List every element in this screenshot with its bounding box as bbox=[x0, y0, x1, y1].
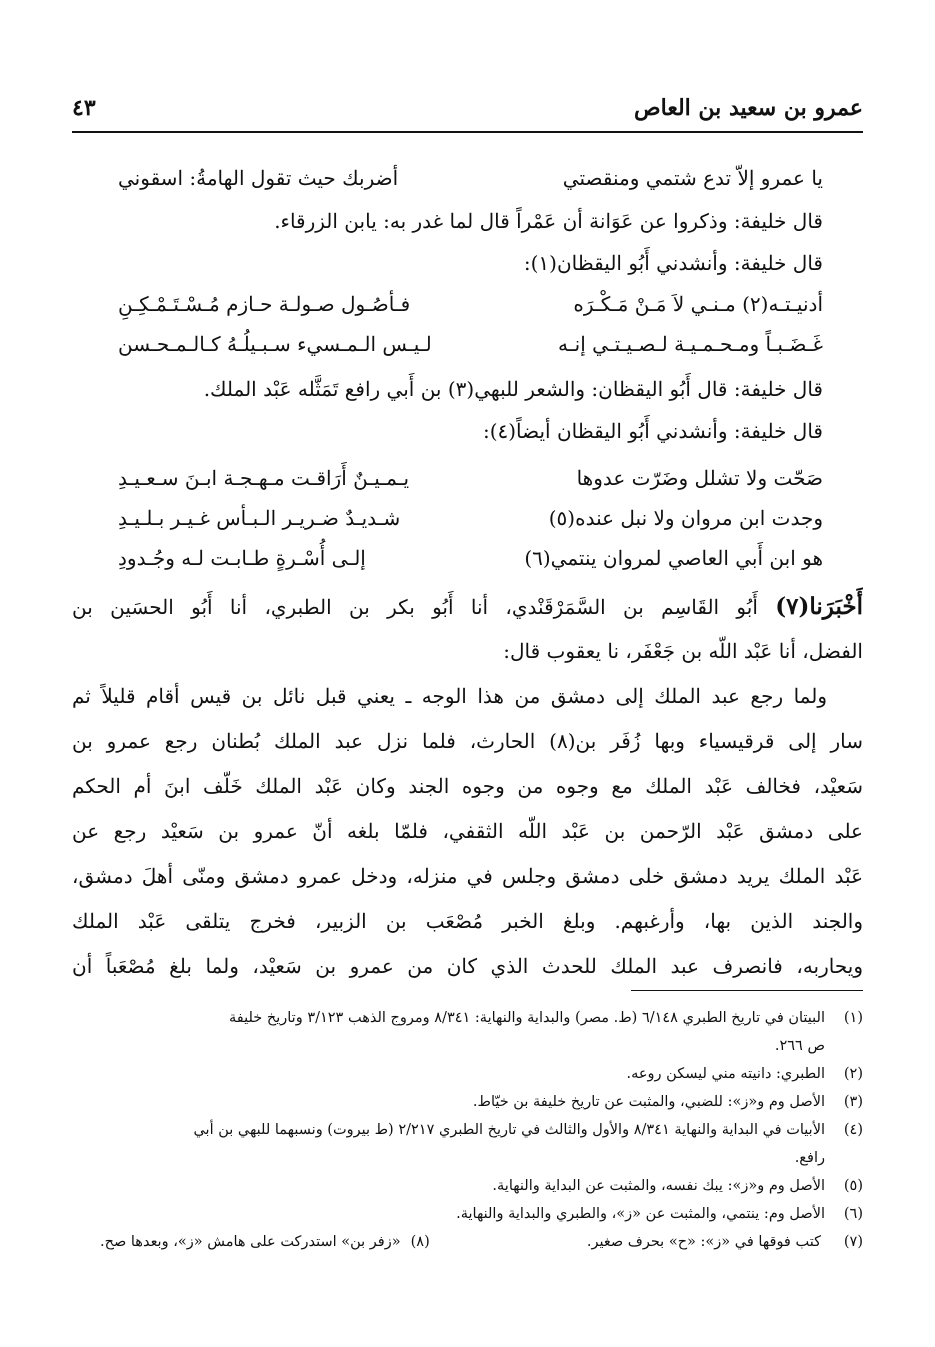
verse bbox=[118, 538, 823, 578]
footnote bbox=[72, 1200, 863, 1228]
verse-second-hemistich: فـأصُـول صـولـة حـازم مُـسْـتَـمْـكِـنِ bbox=[118, 292, 411, 316]
footnote bbox=[72, 1004, 863, 1032]
page-header bbox=[72, 90, 863, 126]
footnote bbox=[72, 1116, 863, 1144]
footnote-pair bbox=[72, 1228, 863, 1256]
body-line: سَعيْد، فخالف عَبْد الملك مع وجوه من وجوه الجند وكان عَبْد الملك خَلّف ابنَ أم الحكم bbox=[72, 774, 863, 798]
body-line: والجند الذين بها، وأرغبهم. وبلغ الخبر مُصْعَب بن الزبير، فخرج يتلقى عَبْد الملك bbox=[72, 909, 863, 933]
footnote-number: (١) bbox=[843, 1010, 863, 1026]
verse bbox=[118, 458, 823, 498]
poem-1 bbox=[118, 158, 823, 198]
prose-line: قال خليفة: وأنشدني أَبُو اليقظان(١): bbox=[523, 251, 823, 275]
verse bbox=[118, 284, 823, 324]
body-paragraph bbox=[72, 674, 863, 989]
verse bbox=[118, 158, 823, 198]
verse-first-hemistich: صَحّت ولا تشلل وضَرّت عدوها bbox=[576, 466, 823, 490]
prose-line: قال خليفة: وذكروا عن عَوَانة أن عَمْراً قال لما غدر به: يابن الزرقاء. bbox=[274, 209, 823, 233]
isnad-block bbox=[72, 584, 863, 674]
verse-second-hemistich: أضربك حيث تقول الهامةُ: اسقوني bbox=[118, 166, 399, 190]
running-title: عمرو بن سعيد بن العاص bbox=[634, 95, 863, 121]
verse-first-hemistich: وجدت ابن مروان ولا نبل عنده(٥) bbox=[548, 506, 823, 530]
footnote-number: (٣) bbox=[843, 1094, 863, 1110]
verse-second-hemistich: إلـى أُسْـرةٍ طـابـت لـه وجُـدودِ bbox=[118, 546, 366, 570]
verse bbox=[118, 498, 823, 538]
footnote-continuation: رافع. bbox=[794, 1150, 825, 1166]
footnotes bbox=[72, 1004, 863, 1256]
prose-line: قال خليفة: قال أَبُو اليقظان: والشعر للبهي(٣) بن أَبي رافع تَمَثَّله عَبْد الملك. bbox=[203, 377, 823, 401]
prose-line: قال خليفة: وأنشدني أَبُو اليقظان أيضاً(٤): bbox=[482, 419, 823, 443]
body-line: ولما رجع عبد الملك إلى دمشق من هذا الوجه ـ يعني قبل نائل بن قيس أقام قليلاً ثم bbox=[72, 684, 827, 708]
footnote bbox=[72, 1088, 863, 1116]
footnote bbox=[100, 1228, 430, 1256]
footnote-rule bbox=[631, 990, 863, 991]
body-line: على دمشق عَبْد الرّحمن بن عَبْد اللّه الثقفي، فلمّا بلغه أنّ عمرو بن سَعيْد رجع عن bbox=[72, 819, 863, 843]
poem-2 bbox=[118, 284, 823, 364]
verse-second-hemistich: لـيـس الـمـسيء سـبـيلُـهُ كـالـمـحـسن bbox=[118, 332, 432, 356]
footnote-text: الأصل وم و«ز»: للضبي، والمثبت عن تاريخ خليفة بن خيّاط. bbox=[472, 1094, 825, 1110]
footnote-text: كتب فوقها في «ز»: «ح» بحرف صغير. bbox=[586, 1234, 821, 1250]
verse-first-hemistich: يا عمرو إلاّ تدع شتمي ومنقصتي bbox=[562, 166, 823, 190]
page-number: ٤٣ bbox=[72, 95, 96, 121]
verse-second-hemistich: شـديـدٌ ضـريـر الـبـأس غـيـر بـلـيـدِ bbox=[118, 506, 401, 530]
header-rule bbox=[72, 131, 863, 133]
footnote-continuation: ص ٢٦٦. bbox=[774, 1038, 825, 1054]
verse-first-hemistich: غَـضَـبـاً ومـحـمـيـة لـصـيـتـي إنـه bbox=[558, 332, 823, 356]
poem-3 bbox=[118, 458, 823, 578]
footnote-text: البيتان في تاريخ الطبري ٦/١٤٨ (ط. مصر) والبداية والنهاية: ٨/٣٤١ ومروج الذهب ٣/١٢٣ وتاريخ خليفة bbox=[228, 1010, 825, 1026]
verse-second-hemistich: يـمـيـنٌ أَرَاقـت مـهـجـة ابـنَ سـعـيـدِ bbox=[118, 466, 410, 490]
footnote-text: الطبري: دانيته مني ليسكن روعه. bbox=[626, 1066, 825, 1082]
body-line: ويحاربه، فانصرف عبد الملك للحدث الذي كان من عمرو بن سَعيْد، ولما بلغ مُصْعَباً أن bbox=[72, 954, 863, 978]
body-line: عَبْد الملك يريد دمشق خلى دمشق وجلس في منزله، ودخل عمرو دمشق ومنّى أهلَ دمشق، bbox=[72, 864, 863, 888]
footnote-text: «زفر بن» استدركت على هامش «ز»، وبعدها صح. bbox=[100, 1234, 401, 1250]
footnote bbox=[72, 1060, 863, 1088]
footnote-text: الأصل وم: ينتمي، والمثبت عن «ز»، والطبري والبداية والنهاية. bbox=[456, 1206, 825, 1222]
footnote-text: الأصل وم و«ز»: يبك نفسه، والمثبت عن البداية والنهاية. bbox=[492, 1178, 825, 1194]
verse bbox=[118, 324, 823, 364]
body-line: سار إلى قرقيسياء وبها زُفَر بن(٨) الحارث، فلما نزل عبد الملك بُطنان رجع عمرو بن bbox=[72, 729, 863, 753]
isnad-line: الفضل، أنا عَبْد اللّه بن جَعْفَر، نا يعقوب قال: bbox=[503, 639, 863, 663]
footnote-number: (٤) bbox=[843, 1122, 863, 1138]
footnote-number: (٨) bbox=[410, 1234, 430, 1250]
footnote-number: (٥) bbox=[843, 1178, 863, 1194]
verse-first-hemistich: أدنيـتـه(٢) مـنـي لاَ مَـنْ مَـكْـرَه bbox=[573, 292, 823, 316]
isnad-lead: أَخْبَرَنا(٧) bbox=[775, 593, 863, 620]
footnote-number: (٦) bbox=[843, 1206, 863, 1222]
verse-first-hemistich: هو ابن أَبي العاصي لمروان ينتمي(٦) bbox=[524, 546, 823, 570]
isnad-chain: أَبُو القَاسِم بن السَّمَرْقَنْدي، أنا أَبُو بكر بن الطبري، أنا أَبُو الحسَين بن bbox=[72, 595, 758, 619]
footnote bbox=[72, 1172, 863, 1200]
footnote bbox=[587, 1228, 863, 1256]
footnote-number: (٧) bbox=[843, 1234, 863, 1250]
footnote-text: الأبيات في البداية والنهاية ٨/٣٤١ والأول والثالث في تاريخ الطبري ٢/٢١٧ (ط بيروت) ونسبهما للبهي بن أبي bbox=[193, 1122, 825, 1138]
isnad-line bbox=[72, 584, 863, 629]
footnote-number: (٢) bbox=[843, 1066, 863, 1082]
